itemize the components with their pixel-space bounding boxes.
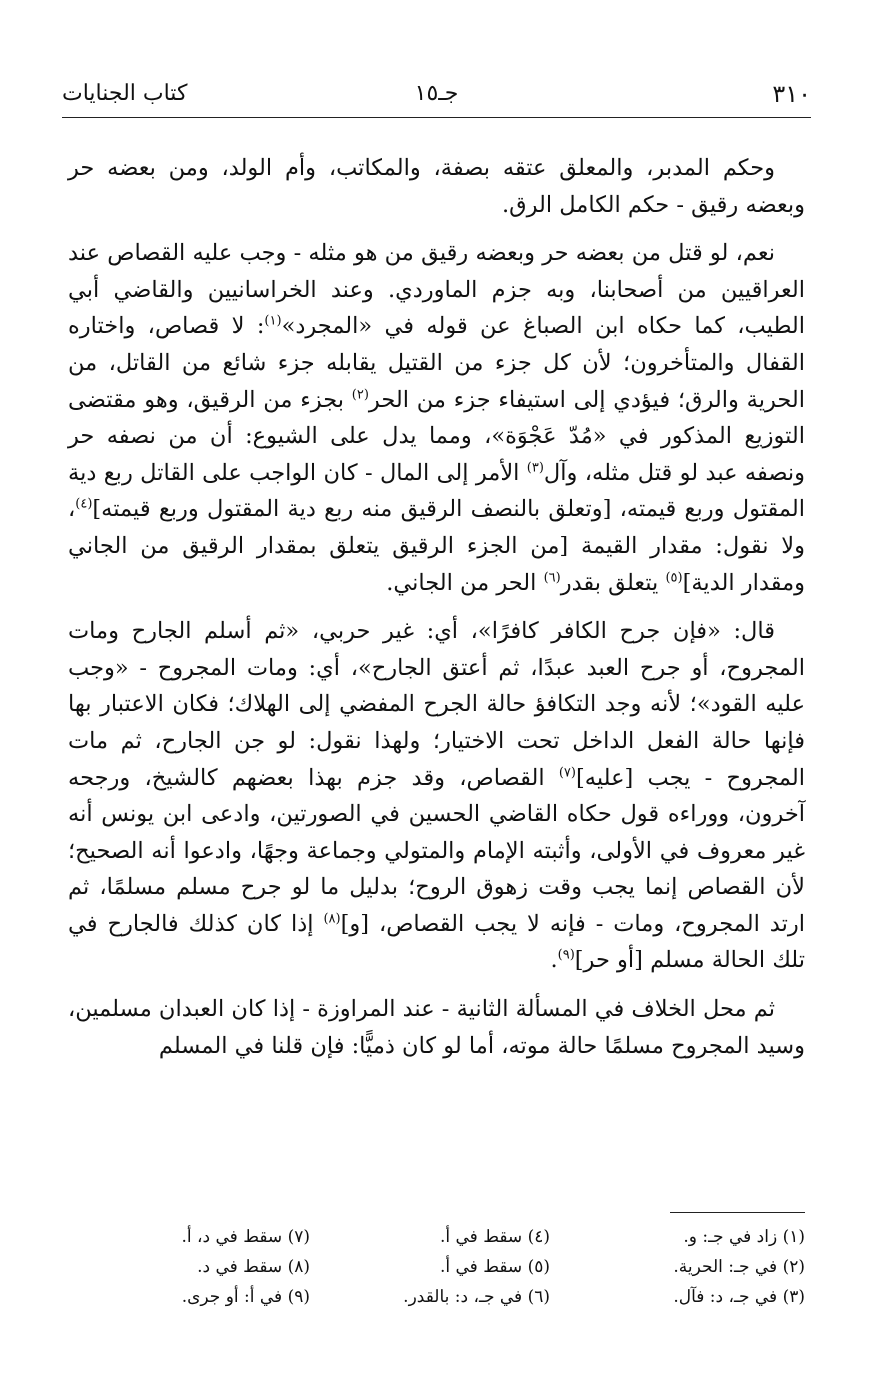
footnote-marker: (٥) bbox=[665, 570, 683, 586]
book-title: كتاب الجنايات bbox=[62, 81, 188, 106]
footnote-marker: (٤) bbox=[75, 496, 93, 512]
footnote-marker: (٩) bbox=[557, 947, 575, 963]
footnote-marker: (٨) bbox=[323, 911, 341, 927]
footnote-marker: (٣) bbox=[526, 460, 544, 476]
text-span: يتعلق بقدر bbox=[560, 569, 666, 596]
footnote: (١) زاد في جـ: و. bbox=[683, 1227, 805, 1247]
footnote: (٤) سقط في أ. bbox=[439, 1227, 550, 1247]
footnote-marker: (٧) bbox=[558, 765, 576, 780]
footnote: (٥) سقط في أ. bbox=[439, 1257, 550, 1277]
footnote: (٢) في جـ: الحرية. bbox=[673, 1257, 805, 1277]
page-number: ٣١٠ bbox=[772, 80, 811, 108]
footnote-marker: (٢) bbox=[351, 387, 369, 403]
footnote: (٨) سقط في د. bbox=[197, 1257, 310, 1277]
paragraph-3 bbox=[68, 613, 805, 979]
paragraph-1: وحكم المدبر، والمعلق عتقه بصفة، والمكاتب، وأم الولد، ومن بعضه حر وبعضه رقيق - حكم الكامل الرق. bbox=[68, 155, 805, 218]
text-span: إذا كان كذلك فالجارح في تلك الحالة مسلم [أو حر] bbox=[68, 910, 805, 974]
text-span: . bbox=[550, 947, 558, 974]
footnote: (٧) سقط في د، أ. bbox=[181, 1227, 310, 1247]
footnote: (٦) في جـ، د: بالقدر. bbox=[403, 1287, 550, 1307]
page-header bbox=[62, 80, 811, 118]
volume-label: جـ١٥ bbox=[414, 81, 459, 106]
footnote: (٩) في أ: أو جرى. bbox=[181, 1287, 310, 1307]
text-span: الأمر إلى المال - كان الواجب على القاتل ربع دية المقتول وربع قيمته، [وتعلق بالنصف الرقيق منه ربع دية المقتول وربع قيمته] bbox=[68, 459, 805, 523]
footnote-column bbox=[565, 1222, 805, 1312]
footnote-marker: (٦) bbox=[543, 570, 561, 586]
text-span: ، ولا نقول: مقدار القيمة [من الجزء الرقيق يتعلق بمقدار الرقيق من الجاني ومقدار الدية] bbox=[68, 496, 805, 596]
text-span: الحر من الجاني. bbox=[386, 569, 544, 596]
footnote-divider bbox=[670, 1212, 805, 1213]
text-span: بجزء من الرقيق، وهو مقتضى التوزيع المذكور في «مُدّ عَجْوَة»، ومما يدل على الشيوع: أن من نصفه حر ونصفه عبد لو قتل مثله، وآل bbox=[68, 386, 805, 486]
text-span: قال: «فإن جرح الكافر كافرًا»، أي: غير حربي، «ثم أسلم الجارح ومات المجروح، أو جرح العبد عبدًا، ثم أعتق الجارح»، أي: ومات المجروح - «وجب عليه القود»؛ لأنه وجد التكافؤ حالة الجرح المفضي إلى الهلاك؛ فكان الاعتبار بها فإنها حالة الفعل الداخل تحت الاختيار؛ ولهذا نقول: لو جن الجارح، ثم مات المجروح - يجب [عليه] bbox=[68, 618, 805, 791]
main-text bbox=[68, 150, 805, 1076]
text-span: القصاص، وقد جزم بهذا بعضهم كالشيخ، ورجحه آخرون، ووراءه قول حكاه القاضي الحسين في الصورتين، وادعى ابن يونس أنه غير معروف في الأولى، وأثبته الإمام والمتولي وجماعة وجهًا، وادعوا أنه الصحيح؛ لأن القصاص إنما يجب وقت زهوق الروح؛ بدليل ما لو جرح مسلم مسلمًا، ثم ارتد المجروح، ومات - فإنه لا يجب القصاص، [و] bbox=[68, 764, 805, 937]
text-span: نعم، لو قتل من بعضه حر وبعضه رقيق من هو مثله - وجب عليه القصاص عند العراقيين من أصحابنا، وبه جزم الماوردي. وعند الخراسانيين والقاضي أبي الطيب، كما حكاه ابن الصباغ عن قوله في «المجرد» bbox=[68, 240, 806, 340]
footnote-column bbox=[70, 1222, 310, 1312]
text-span: : لا قصاص، واختاره القفال والمتأخرون؛ لأن كل جزء من القتيل يقابله جزء شائع من القاتل، من الحرية والرق؛ فيؤدي إلى استيفاء جزء من الحر bbox=[68, 313, 805, 413]
footnote: (٣) في جـ، د: فآل. bbox=[673, 1287, 805, 1307]
footnote-marker: (١) bbox=[264, 313, 282, 329]
header-divider bbox=[62, 117, 811, 118]
paragraph-2 bbox=[68, 235, 805, 601]
footnote-column bbox=[310, 1222, 550, 1312]
paragraph-4: ثم محل الخلاف في المسألة الثانية - عند المراوزة - إذا كان العبدان مسلمين، وسيد المجروح مسلمًا حالة موته، أما لو كان ذميًّا: فإن قلنا في المسلم bbox=[68, 996, 805, 1059]
